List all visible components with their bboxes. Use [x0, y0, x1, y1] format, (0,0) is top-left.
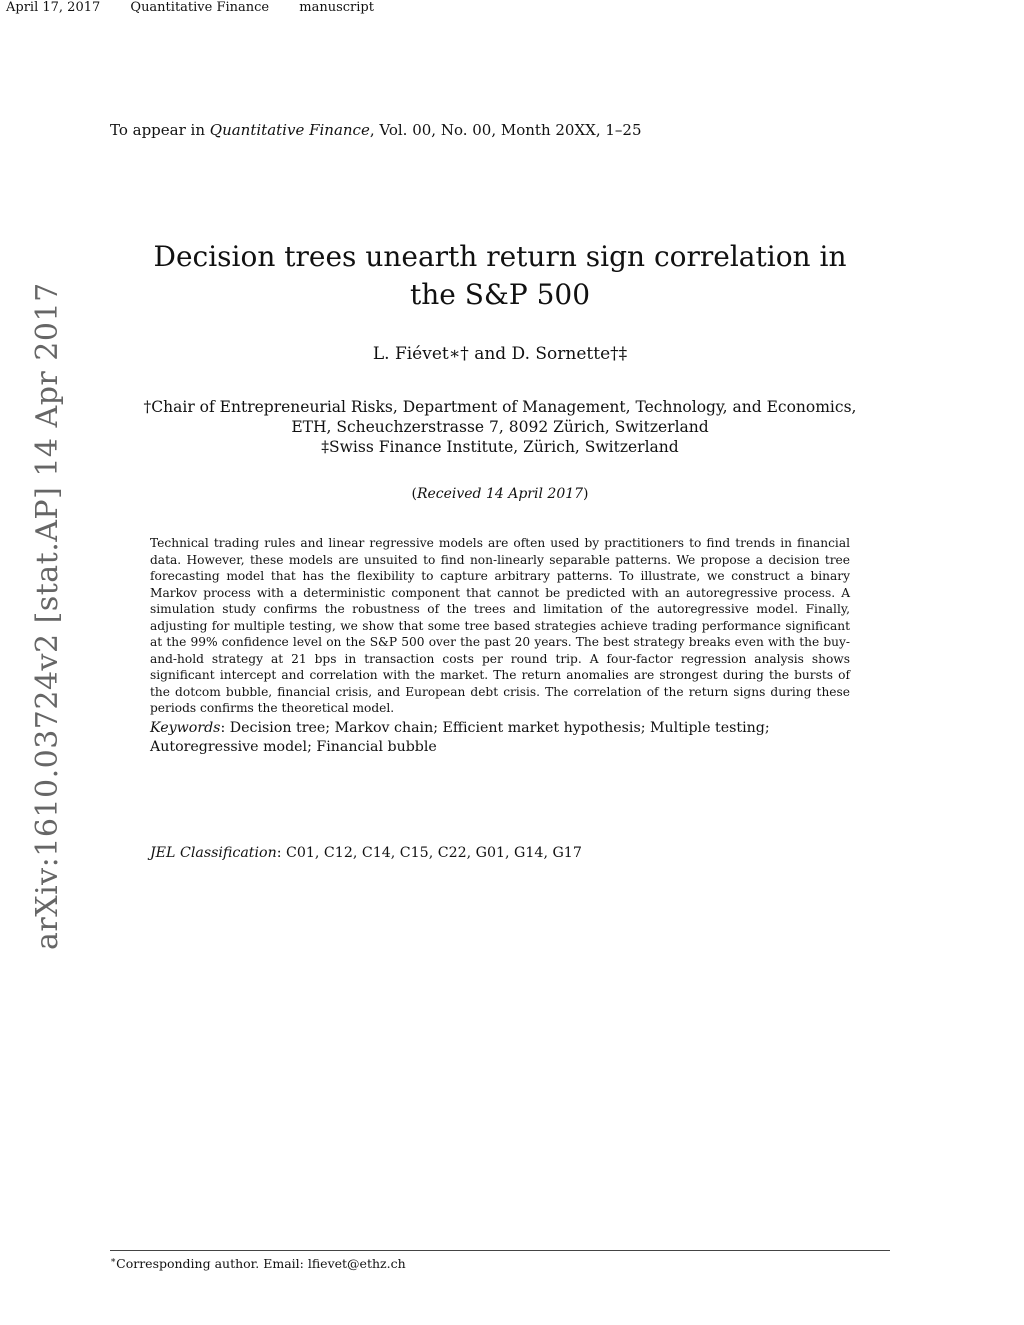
affiliation-line: †Chair of Entrepreneurial Risks, Department of Management, Technology, and Economics,	[143, 398, 857, 416]
jel-classification	[150, 845, 850, 861]
running-head-type: manuscript	[299, 0, 374, 15]
footnote-text: Corresponding author. Email: lfievet@ethz.ch	[116, 1256, 406, 1272]
affiliations	[0, 397, 1000, 457]
affiliation-line: ETH, Scheuchzerstrasse 7, 8092 Zürich, Switzerland	[291, 418, 709, 436]
appear-line	[110, 121, 642, 139]
appear-prefix: To appear in	[110, 121, 210, 139]
jel-text: : C01, C12, C14, C15, C22, G01, G14, G17	[276, 845, 582, 861]
received-close: )	[583, 486, 589, 502]
received-open: (	[411, 486, 417, 502]
paper-title: Decision trees unearth return sign correlation in the S&P 500	[153, 240, 847, 311]
abstract: Technical trading rules and linear regressive models are often used by practitioners to find trends in financial data. However, these models are unsuited to find non-linearly separable patterns. We propose a decision tree forecasting model that has the flexibility to capture arbitrary patterns. To illustrate, we construct a binary Markov process with a deterministic component that cannot be predicted with an autoregressive process. A simulation study confirms the robustness of the trees and limitation of the autoregressive model. Finally, adjusting for multiple testing, we show that some tree based strategies achieve trading performance significant at the 99% confidence level on the S&P 500 over the past 20 years. The best strategy breaks even with the buy-and-hold strategy at 21 bps in transaction costs per round trip. A four-factor regression analysis shows significant intercept and correlation with the market. The return anomalies are strongest during the bursts of the dotcom bubble, financial crisis, and European debt crisis. The correlation of the return signs during these periods confirms the theoretical model.	[150, 536, 850, 715]
running-head	[6, 0, 400, 15]
affiliation-line: ‡Swiss Finance Institute, Zürich, Switzerland	[321, 438, 679, 456]
running-head-journal: Quantitative Finance	[130, 0, 270, 15]
keywords-text: : Decision tree; Markov chain; Efficient market hypothesis; Multiple testing; Autoregressive model; Financial bubble	[150, 720, 770, 755]
footnote-mark: ∗	[110, 1256, 117, 1266]
received-date	[0, 486, 1000, 502]
appear-suffix: , Vol. 00, No. 00, Month 20XX, 1–25	[369, 121, 642, 139]
keywords	[150, 719, 850, 756]
appear-journal: Quantitative Finance	[209, 121, 370, 139]
running-head-date: April 17, 2017	[6, 0, 101, 15]
footnote	[110, 1256, 406, 1271]
jel-label: JEL Classification	[150, 845, 277, 861]
arxiv-stamp: arXiv:1610.03724v2 [stat.AP] 14 Apr 2017	[30, 282, 65, 950]
received-text: Received 14 April 2017	[416, 486, 584, 502]
keywords-label: Keywords	[150, 720, 221, 736]
footnote-rule	[110, 1250, 890, 1251]
authors: L. Fiévet∗† and D. Sornette†‡	[372, 344, 628, 364]
